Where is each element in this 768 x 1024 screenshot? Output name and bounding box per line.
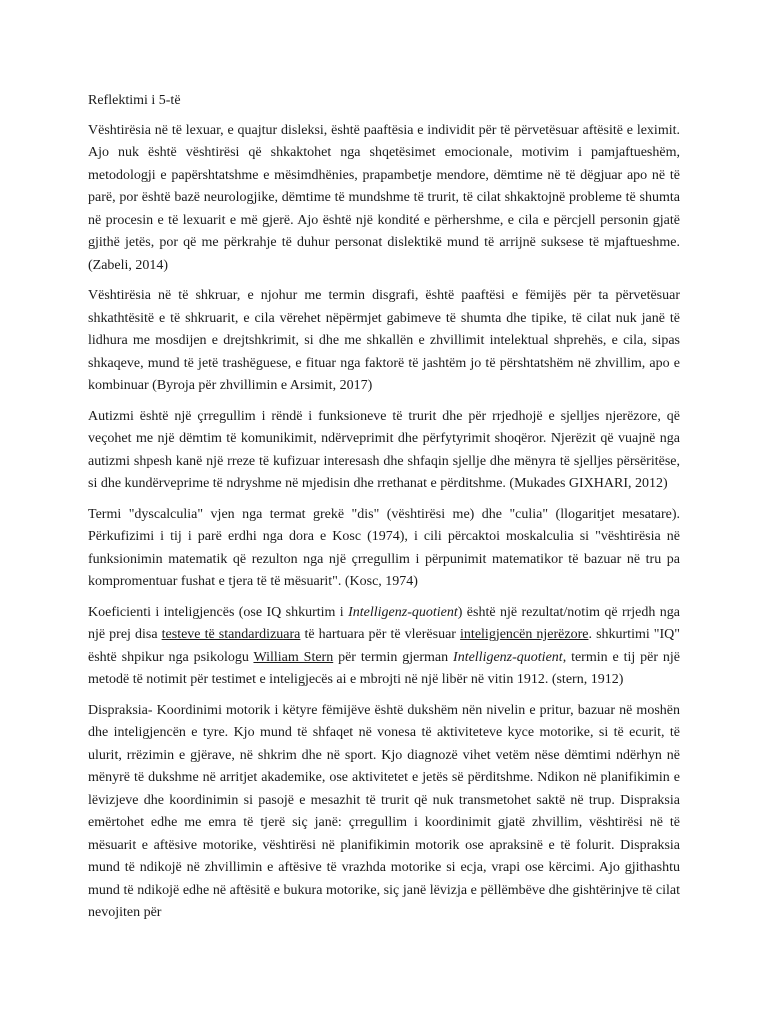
link-william-stern[interactable]: William Stern [253,649,334,665]
document-page [88,90,680,933]
iq-text-4: . shkurtimi "IQ" është shpikur nga psikologu [88,627,681,665]
paragraph-iq [88,602,680,692]
iq-text-3: të hartuara për të vlerësuar [300,627,461,642]
iq-text-2: ) është një rezultat/notim që rrjedh nga një prej disa [88,604,680,642]
iq-term-italic: Intelligenz-quotient [348,604,458,620]
paragraph-dysgraphia: Vështirësia në të shkruar, e njohur me termin disgrafi, është paaftësi e fëmijës për ta përvetësuar shkathtësitë e të shkruarit, e cila vërehet nëpërmjet gabimeve të shumta dhe tipike, të cilat nuk janë të lidhura me mosdijen e drejtshkrimit, si dhe me shkallën e zhvillimit intelektual shprehës, e cila, sipas shkaqeve, mund të jetë trashëguese, e fituar nga faktorë të jashtëm jo të përshtatshëm në zhvillim, apo e kombinuar (Byroja për zhvillimin e Arsimit, 2017) [88,288,680,393]
link-human-intelligence[interactable]: inteligjencën njerëzore [460,627,589,642]
paragraph-dyscalculia: Termi "dyscalculia" vjen nga termat grekë "dis" (vështirësi me) dhe "culia" (llogaritjet mesatare). Përkufizimi i tij i parë erdhi nga dora e Kosc (1974), i cili përcaktoi moskalculia si "vështirësia në funksionimin matematik që rezulton nga një çrregullim i përpunimit matematikor të bazuar në tru pa kompromentuar fushat e tjera të të mësuarit". (Kosc, 1974) [88,506,680,589]
paragraph-dyslexia: Vështirësia në të lexuar, e quajtur disleksi, është paaftësia e individit për të përvetësuar aftësitë e leximit. Ajo nuk është vështirësi që shkaktohet nga shqetësimet emocionale, motivim i pamjaftueshëm, metodologji e papërshtatshme e mësimdhënies, prapambetje mendore, dëmtime në të dëgjuar apo në të parë, por është bazë neurologjike, dëmtime të mundshme të trurit, të cilat shkaktojnë probleme të shumta në procesin e të lexuarit e më gjerë. Ajo është një kondité e përhershme, e cila e përcjell personin gjatë gjithë jetës, por që me përkrahje të duhur personat dislektikë mund të arrijnë suksese të mjaftueshme. (Zabeli, 2014) [88,122,680,273]
link-standardized-tests[interactable]: testeve të standardizuara [161,627,301,642]
paragraph-dyspraxia: Dispraksia- Koordinimi motorik i këtyre fëmijëve është dukshëm nën nivelin e pritur, bazuar në moshën dhe inteligjencën e tyre. Kjo mund të shfaqet në vonesa të aktiviteteve kyce motorike, si të ecurit, të ulurit, rrëzimin e gjërave, në shkrim dhe në sport. Kjo diagnozë vihet vetëm nëse dëmtimi ndërhyn në mënyrë të dukshme në arritjet akademike, ose aktivitetet e jetës së përditshme. Ndikon në planifikimin e lëvizjeve dhe koordinimin si pasojë e mesazhit të trurit që nuk transmetohet saktë në trup. Dispraksia emërtohet edhe me emra të tjerë siç janë: çrregullim i koordinimit gjatë zhvillim, vështirësi në të mësuarit e aftësive motorike, vështirësi në planifikimin motorik ose apraksinë e të folurit. Dispraksia mund të ndikojë në zhvillimin e aftësive të vrazhda motorike si ecja, vrapi ose kërcimi. Ajo gjithashtu mund të ndikojë edhe në aftësitë e bukura motorike, siç janë lëvizja e pëllëmbëve dhe gishtërinjve të cilat nevojiten për [88,702,680,920]
paragraph-autism: Autizmi është një çrregullim i rëndë i funksioneve të trurit dhe për rrjedhojë e sjelljes njerëzore, që veçohet me një dëmtim të komunikimit, ndërveprimit dhe përfytyrimit shoqëror. Njerëzit që vuajnë nga autizmi shpesh kanë një rreze të kufizuar interesash dhe shfaqin sjellje dhe mënyra të sjelljes përsëritëse, si dhe kundërveprime të ndryshme në mjedisin dhe rrethanat e përditshme. (Mukades GIXHARI, 2012) [88,408,680,491]
iq-text-1: Koeficienti i inteligjencës (ose IQ shkurtim i [88,604,349,620]
iq-term-italic-2: Intelligenz-quotient [453,649,563,665]
document-title: Reflektimi i 5-të [88,93,181,108]
iq-text-5: për termin gjerman [333,649,454,665]
iq-text-6: , termin e tij për një metodë të notimit për testimet e inteligjecës ai e mbrojti në një libër në vitin 1912. (stern, 1912) [88,649,680,687]
